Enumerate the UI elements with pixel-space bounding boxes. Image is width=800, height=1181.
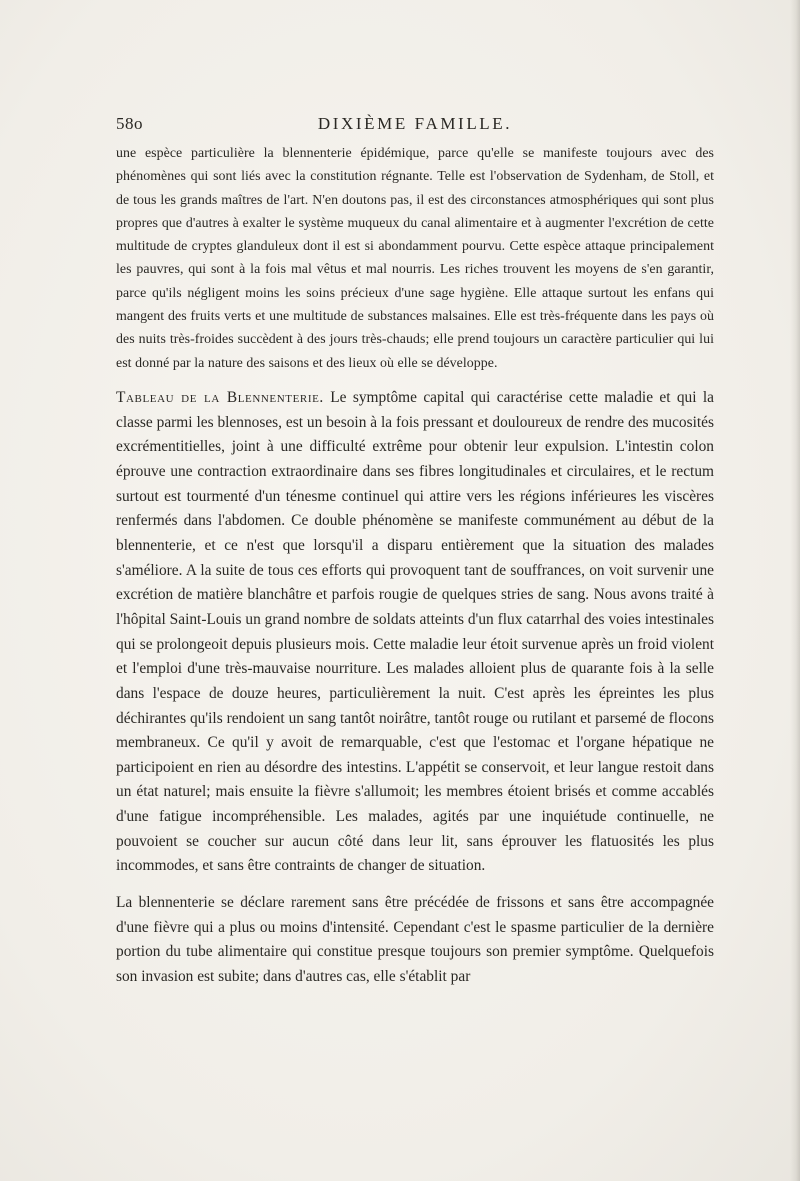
tableau-paragraph — [116, 386, 714, 879]
page-edge-shadow — [790, 0, 800, 1181]
section-heading: Tableau de la Blennenterie. — [116, 388, 324, 406]
page-number: 58o — [116, 114, 143, 133]
page-body — [116, 142, 714, 990]
tableau-paragraph-text: Le symptôme capital qui caractérise cette maladie et qui la classe parmi les blennoses, est un besoin à la fois pressant et douloureux de rendre des mucosités excrémentitielles, joint à une difficulté extrême pour obtenir leur expulsion. L'intestin colon éprouve une contraction extraordinaire dans ses fibres longitudinales et circulaires, et le rectum surtout est tourmenté d'un ténesme continuel qui attire vers les régions inférieures les viscères renfermés dans l'abdomen. Ce double phénomène se manifeste communément au début de la blennenterie, et ce n'est que lorsqu'il a disparu entièrement que la situation des malades s'améliore. A la suite de tous ces efforts qui provoquent tant de souffrances, on voit survenir une excrétion de matière blanchâtre et parfois rougie de quelques stries de sang. Nous avons traité à l'hôpital Saint-Louis un grand nombre de soldats atteints d'un flux catarrhal des voies intestinales qui se prolongeoit depuis plusieurs mois. Cette maladie leur étoit survenue après un froid violent et l'emploi d'une très-mauvaise nourriture. Les malades alloient plus de quarante fois à la selle dans l'espace de douze heures, particulièrement la nuit. C'est après les épreintes les plus déchirantes qu'ils rendoient un sang tantôt noirâtre, tantôt rouge ou rutilant et parsemé de flocons membraneux. Ce qu'il y avoit de remarquable, c'est que l'estomac et l'organe hépatique ne participoient en rien au désordre des intestins. L'appétit se conservoit, et leur langue restoit dans un état naturel; mais ensuite la fièvre s'allumoit; les membres étoient brisés et comme accablés d'une fatigue incompréhensible. Les malades, agités par une inquiétude continuelle, ne pouvoient se coucher sur aucun côté dans leur lit, sans éprouver les flatuosités les plus incommodes, et sans être contraints de changer de situation. — [116, 388, 714, 875]
final-paragraph: La blennenterie se déclare rarement sans être précédée de frissons et sans être accompagnée d'une fièvre qui a plus ou moins d'intensité. Cependant c'est le spasme particulier de la dernière portion du tube alimentaire qui constitue presque toujours son premier symptôme. Quelquefois son invasion est subite; dans d'autres cas, elle s'établit par — [116, 894, 714, 986]
intro-paragraph: une espèce particulière la blennenterie épidémique, parce qu'elle se manifeste toujours avec des phénomènes qui sont liés avec la constitution régnante. Telle est l'observation de Sydenham, de Stoll, et de tous les grands maîtres de l'art. N'en doutons pas, il est des circonstances atmosphériques qui sont plus propres que d'autres à exalter le système muqueux du canal alimentaire et à augmenter l'excrétion de cette multitude de cryptes glanduleux dont il est si abondamment pourvu. Cette espèce attaque principalement les pauvres, qui sont à la fois mal vêtus et mal nourris. Les riches trouvent les moyens de s'en garantir, parce qu'ils négligent moins les soins précieux d'une sage hygiène. Elle attaque surtout les enfans qui mangent des fruits verts et une multitude de substances malsaines. Elle est très-fréquente dans les pays où des nuits très-froides succèdent à des jours très-chauds; elle prend toujours un caractère particulier qui lui est donné par la nature des saisons et des lieux où elle se développe. — [116, 146, 714, 371]
running-title: DIXIÈME FAMILLE. — [317, 114, 513, 133]
page-header — [116, 114, 714, 138]
